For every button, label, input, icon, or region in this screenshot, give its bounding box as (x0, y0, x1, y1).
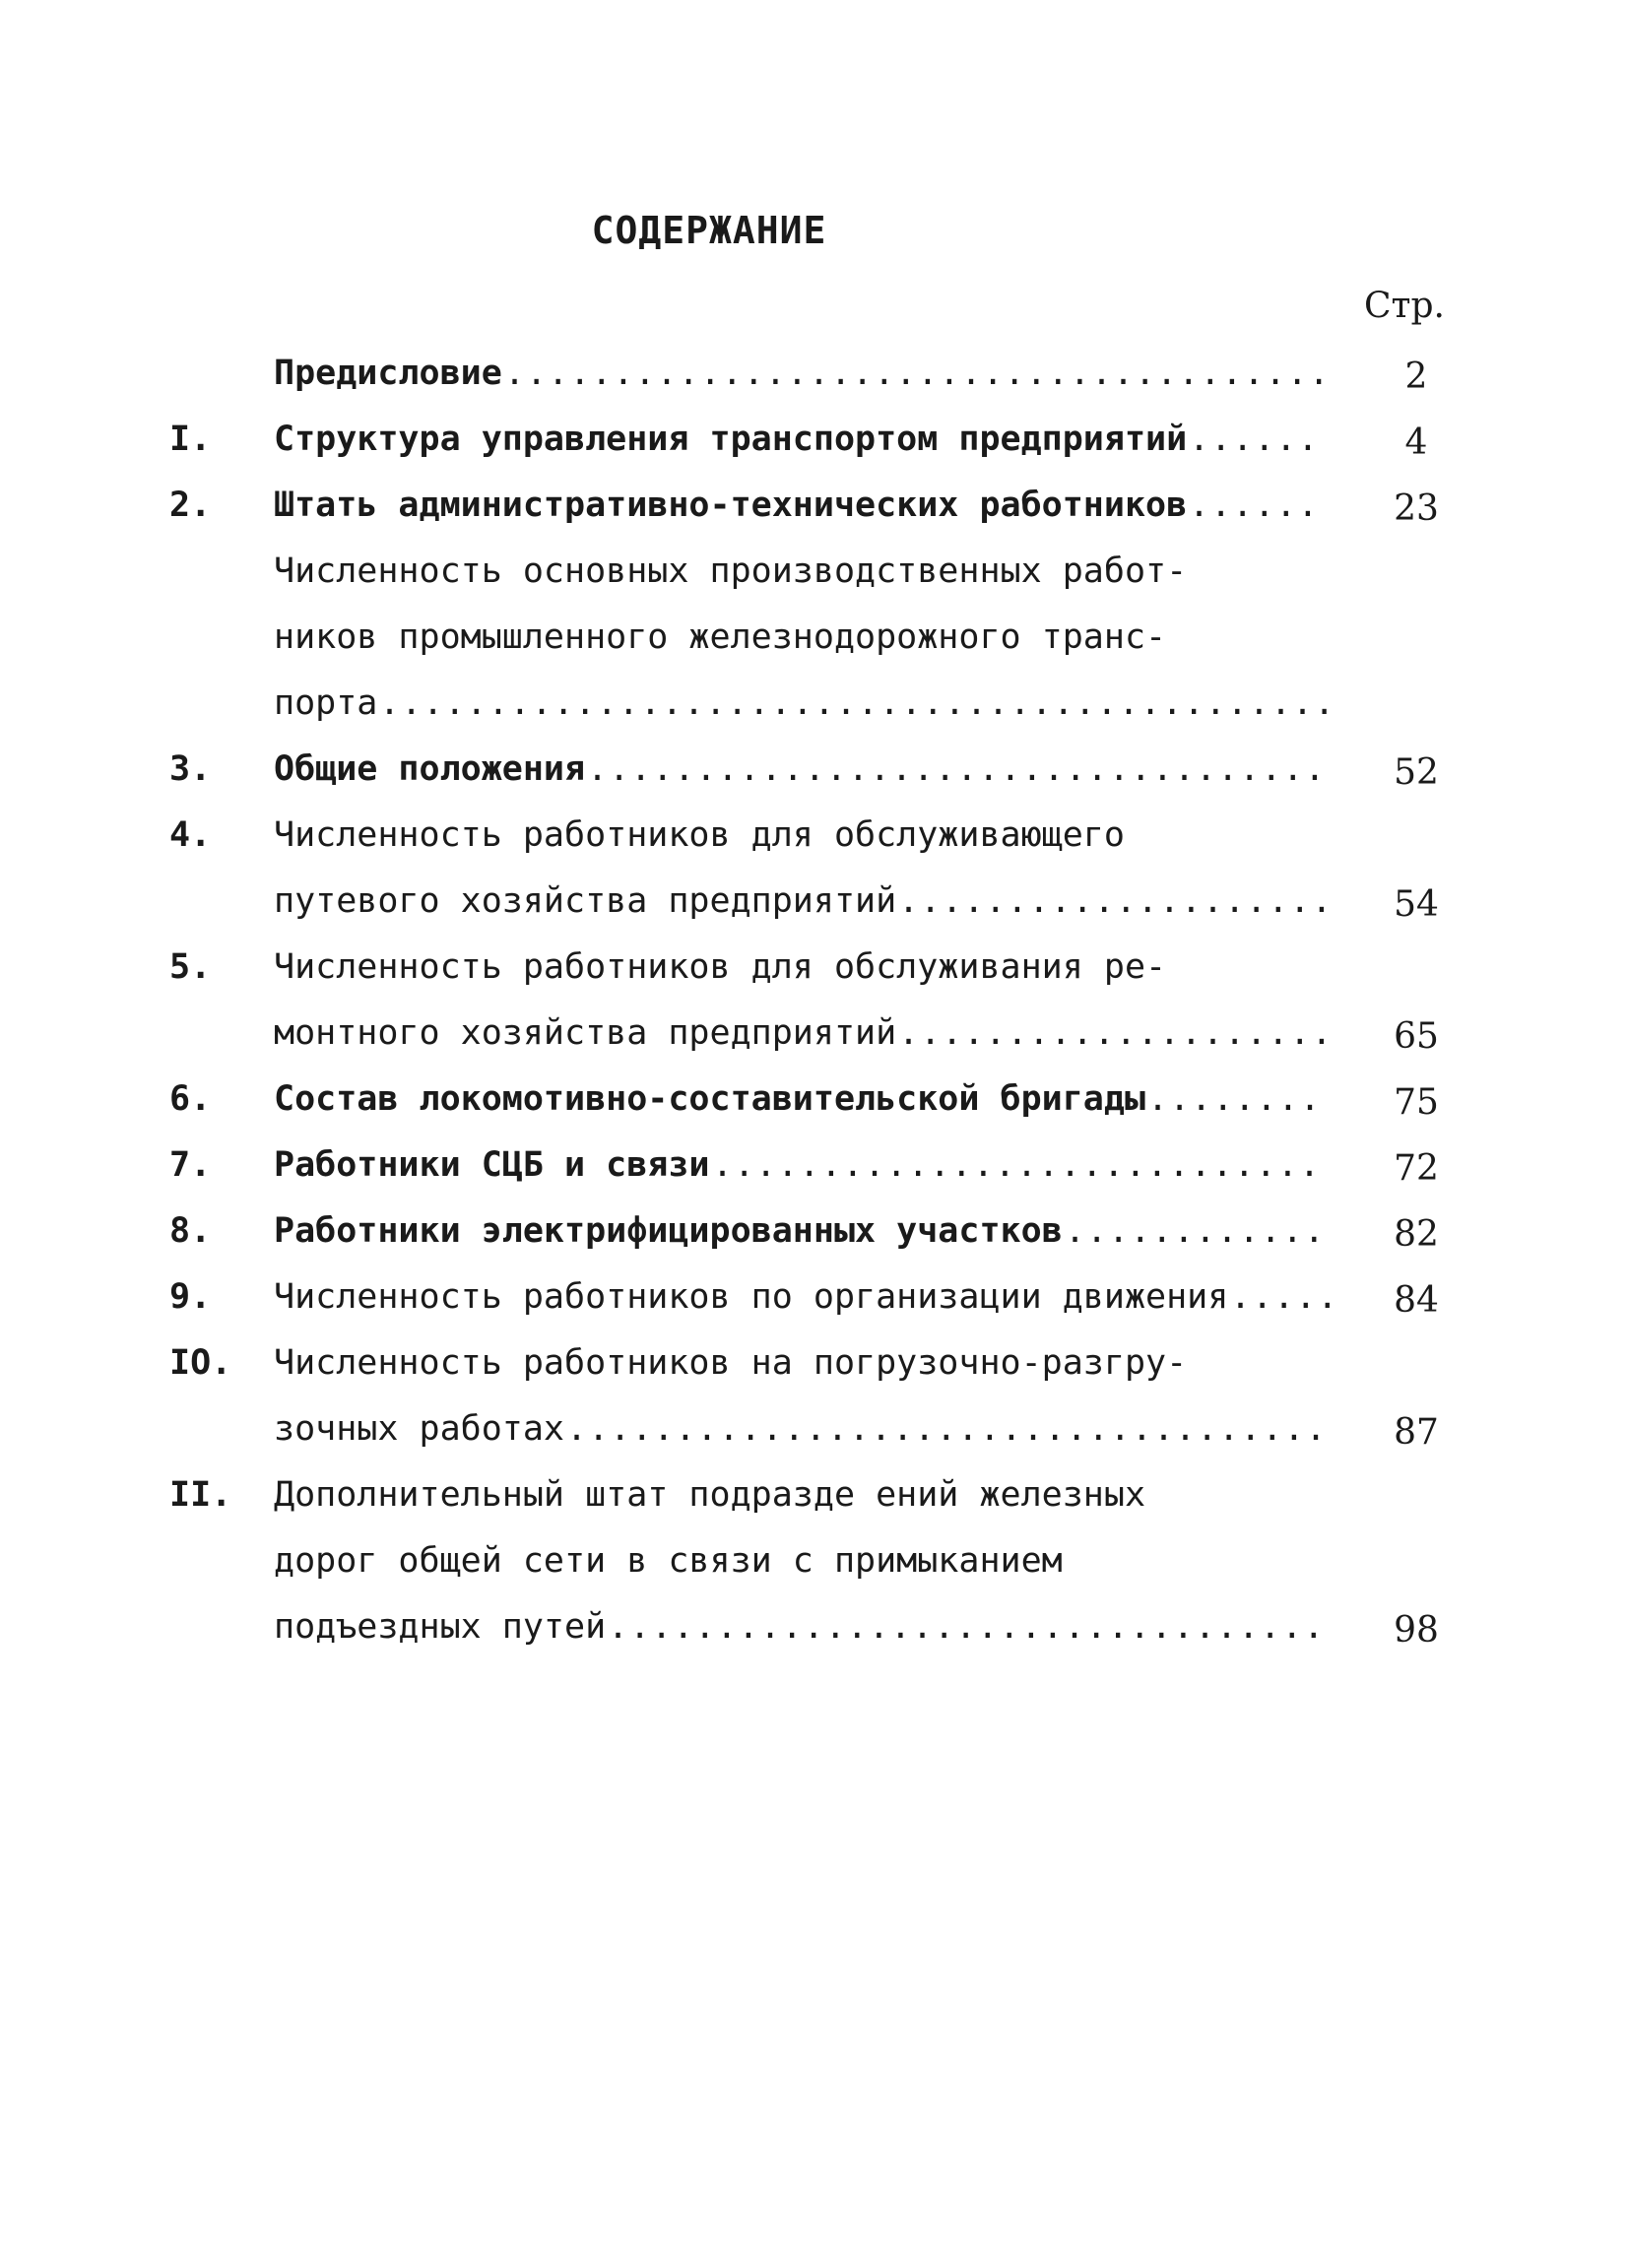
page-column-header: Стр. (1364, 286, 1445, 326)
entry-text: Предисловие (274, 354, 502, 393)
dot-leader: ................................... (566, 1409, 1328, 1449)
entry-text: путевого хозяйства предприятий (274, 881, 897, 921)
entry-text: Работники электрифицированных участков (274, 1211, 1063, 1251)
dot-leader: ............ (1065, 1211, 1326, 1251)
page-number: 75 (1394, 1082, 1439, 1123)
page-number: 98 (1394, 1610, 1439, 1651)
entry-text: Работники СЦБ и связи (274, 1145, 710, 1185)
entry-number: 7. (169, 1145, 212, 1185)
page-number: 23 (1394, 488, 1439, 529)
entry-text: зочных работах (274, 1409, 565, 1449)
page-number: 84 (1394, 1280, 1439, 1321)
dot-leader: ...................................... (504, 354, 1331, 393)
entry-text: Общие положения (274, 749, 586, 789)
entry-text: Численность работников для обслуживающего (274, 815, 1125, 855)
entry-text: дорог общей сети в связи с примыканием (274, 1541, 1063, 1581)
dot-leader: .................................. (587, 749, 1327, 789)
entry-text: Численность основных производственных работ- (274, 551, 1188, 591)
entry-number: 6. (169, 1079, 212, 1119)
dot-leader: .................... (898, 1013, 1334, 1053)
dot-leader: ...... (1189, 420, 1320, 459)
dot-leader: ...... (1189, 486, 1320, 525)
entry-text: Численность работников по организации движения (274, 1277, 1229, 1317)
dot-leader: ................................. (608, 1607, 1326, 1647)
page-number: 4 (1404, 422, 1428, 463)
entry-text: Состав локомотивно-составительской бригады (274, 1079, 1146, 1119)
entry-text: Дополнительный штат подразде ений железных (274, 1475, 1146, 1515)
entry-text: Численность работников для обслуживания ре- (274, 947, 1167, 987)
dot-leader: ............................ (712, 1145, 1322, 1185)
entry-number: 2. (169, 486, 212, 525)
entry-number: 5. (169, 947, 212, 987)
entry-number: IO. (169, 1343, 232, 1383)
dot-leader: ........ (1147, 1079, 1322, 1119)
entry-number: 8. (169, 1211, 212, 1251)
entry-number: 3. (169, 749, 212, 789)
dot-leader: .................... (898, 881, 1334, 921)
page-number: 82 (1394, 1214, 1439, 1255)
page-number: 54 (1394, 884, 1439, 925)
entry-number: I. (169, 420, 212, 459)
page-number: 65 (1394, 1016, 1439, 1057)
page-number: 72 (1394, 1148, 1439, 1189)
entry-text: подъездных путей (274, 1607, 607, 1647)
entry-text: Штать административно-технических работников (274, 486, 1188, 525)
entry-text: порта (274, 683, 378, 723)
entry-number: 9. (169, 1277, 212, 1317)
entry-text: ников промышленного железнодорожного транс- (274, 617, 1167, 657)
dot-leader: ............................................ (379, 683, 1336, 723)
page-title: СОДЕРЖАНИЕ (591, 209, 827, 252)
page-number: 2 (1404, 356, 1428, 397)
entry-number: II. (169, 1475, 232, 1515)
entry-text: монтного хозяйства предприятий (274, 1013, 897, 1053)
page-number: 87 (1394, 1412, 1439, 1453)
entry-number: 4. (169, 815, 212, 855)
entry-text: Численность работников на погрузочно-разгру- (274, 1343, 1188, 1383)
page-number: 52 (1394, 752, 1439, 793)
entry-text: Структура управления транспортом предприятий (274, 420, 1188, 459)
dot-leader: ..... (1230, 1277, 1339, 1317)
